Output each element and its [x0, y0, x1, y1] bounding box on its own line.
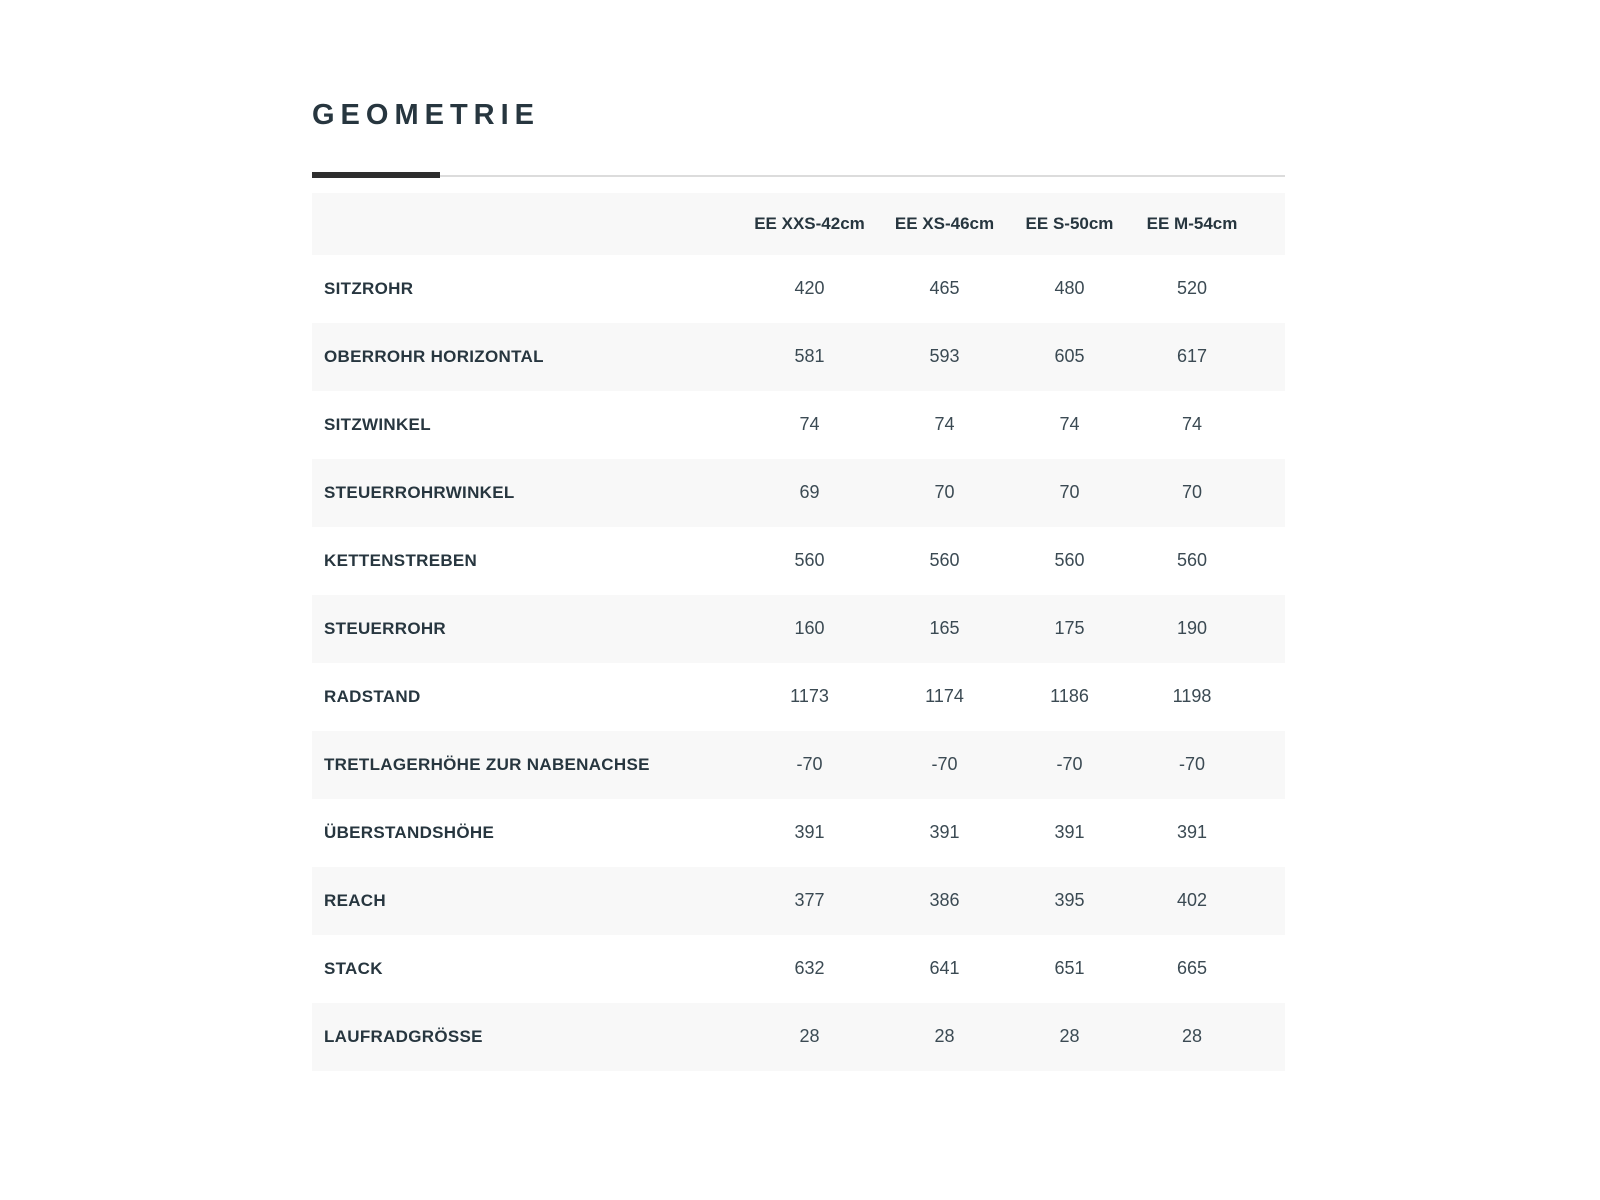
column-header: EE S-50cm — [1025, 213, 1114, 233]
table-row — [312, 323, 1285, 391]
row-value: 160 — [794, 618, 825, 639]
row-value: 1186 — [1050, 686, 1089, 707]
row-value: 665 — [1176, 958, 1208, 979]
row-label: STACK — [324, 958, 383, 978]
row-value: 391 — [929, 822, 960, 843]
row-value: 617 — [1176, 346, 1208, 367]
row-label: ÜBERSTANDSHÖHE — [324, 822, 495, 842]
row-value: 632 — [794, 958, 825, 979]
row-value: 560 — [1176, 550, 1208, 571]
row-value: 175 — [1054, 618, 1085, 639]
row-value: 593 — [929, 346, 960, 367]
row-value: 641 — [929, 958, 960, 979]
row-label: REACH — [324, 890, 386, 910]
table-row — [312, 391, 1285, 459]
row-value: 1174 — [925, 686, 964, 707]
row-value: 480 — [1054, 278, 1085, 299]
table-row — [312, 255, 1285, 323]
section-divider — [312, 172, 1285, 178]
row-value: 1198 — [1172, 686, 1212, 707]
row-value: 190 — [1176, 618, 1208, 639]
row-value: 560 — [929, 550, 960, 571]
divider-line — [312, 175, 1285, 177]
row-value: 465 — [929, 278, 960, 299]
row-value: 391 — [794, 822, 825, 843]
row-value: -70 — [1178, 754, 1205, 775]
row-value: 165 — [929, 618, 960, 639]
row-value: 395 — [1054, 890, 1085, 911]
row-value: 28 — [934, 1026, 955, 1047]
row-value: 74 — [934, 414, 955, 435]
table-row — [312, 663, 1285, 731]
row-value: 74 — [799, 414, 820, 435]
row-label: STEUERROHRWINKEL — [324, 482, 515, 502]
row-value: 391 — [1176, 822, 1208, 843]
row-value: 605 — [1054, 346, 1085, 367]
divider-accent — [312, 172, 440, 178]
row-value: 28 — [1059, 1026, 1080, 1047]
row-label: OBERROHR HORIZONTAL — [324, 346, 544, 366]
table-row — [312, 867, 1285, 935]
row-label: STEUERROHR — [324, 618, 447, 638]
table-row — [312, 1003, 1285, 1071]
table-row — [312, 799, 1285, 867]
row-value: 70 — [934, 482, 955, 503]
row-value: -70 — [796, 754, 823, 775]
row-value: 69 — [799, 482, 820, 503]
table-row — [312, 459, 1285, 527]
row-label: SITZWINKEL — [324, 414, 431, 434]
row-value: -70 — [931, 754, 958, 775]
row-value: 391 — [1054, 822, 1085, 843]
row-label: TRETLAGERHÖHE ZUR NABENACHSE — [324, 754, 650, 774]
row-value: 377 — [794, 890, 825, 911]
column-header: EE M-54cm — [1146, 213, 1238, 233]
row-value: 581 — [794, 346, 825, 367]
table-row — [312, 595, 1285, 663]
row-label: LAUFRADGRÖSSE — [324, 1026, 483, 1046]
row-value: 70 — [1059, 482, 1080, 503]
row-value: 560 — [1054, 550, 1085, 571]
column-header: EE XXS-42cm — [754, 213, 865, 233]
row-value: 420 — [794, 278, 825, 299]
row-label: SITZROHR — [324, 278, 414, 298]
row-value: 402 — [1176, 890, 1208, 911]
table-row — [312, 731, 1285, 799]
table-row — [312, 527, 1285, 595]
row-value: 651 — [1054, 958, 1085, 979]
section-title: GEOMETRIE — [312, 99, 541, 131]
geometry-table — [312, 193, 1285, 1071]
row-value: 74 — [1059, 414, 1080, 435]
row-value: 1173 — [790, 686, 829, 707]
row-value: 520 — [1176, 278, 1208, 299]
table-header-row — [312, 193, 1285, 255]
table-row — [312, 935, 1285, 1003]
row-value: -70 — [1056, 754, 1083, 775]
column-header: EE XS-46cm — [894, 213, 995, 233]
geometry-section — [312, 0, 1285, 1071]
row-value: 386 — [929, 890, 960, 911]
row-value: 28 — [799, 1026, 820, 1047]
row-label: RADSTAND — [324, 686, 421, 706]
row-value: 28 — [1181, 1026, 1203, 1047]
row-label: KETTENSTREBEN — [324, 550, 478, 570]
row-value: 74 — [1181, 414, 1203, 435]
row-value: 560 — [794, 550, 825, 571]
row-value: 70 — [1181, 482, 1203, 503]
